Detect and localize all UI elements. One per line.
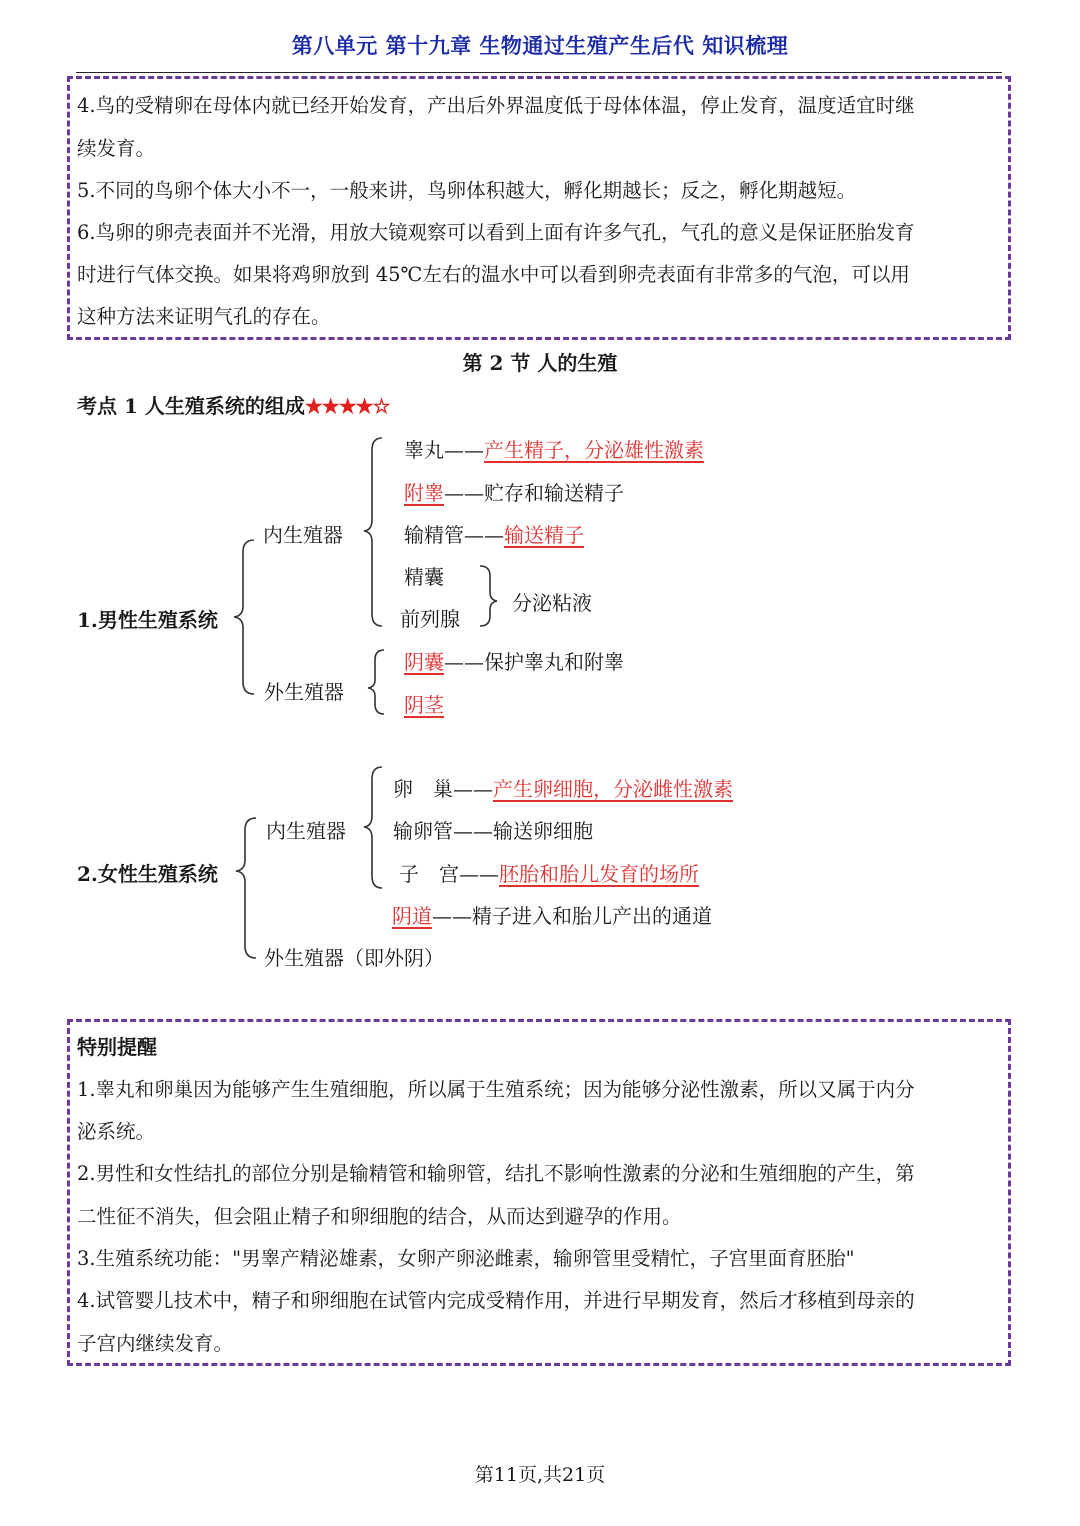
prostate-label: 前列腺: [400, 607, 460, 631]
box1-paragraph-4: 6.鸟卵的卵壳表面并不光滑，用放大镜观察可以看到上面有许多气孔，气孔的意义是保证胚胎发育: [77, 221, 915, 244]
vagina-name: 阴道: [392, 904, 432, 928]
tips-paragraph-4: 二性征不消失，但会阻止精子和卵细胞的结合，从而达到避孕的作用。: [77, 1205, 682, 1228]
penis-name: 阴茎: [404, 693, 444, 717]
box1-paragraph-3: 5.不同的鸟卵个体大小不一，一般来讲，鸟卵体积越大，孵化期越长；反之，孵化期越短。: [77, 179, 857, 202]
male-row-penis: [404, 689, 444, 718]
tips-paragraph-1: 1.睾丸和卵巢因为能够产生生殖细胞，所以属于生殖系统；因为能够分泌性激素，所以又属于内分: [77, 1078, 915, 1101]
vas-deferens-function: 输送精子: [504, 523, 584, 547]
uterus-function: 胚胎和胎儿发育的场所: [499, 862, 699, 886]
gland-function-label: 分泌粘液: [512, 591, 592, 615]
box1-paragraph-1: 4.鸟的受精卵在母体内就已经开始发育，产出后外界温度低于母体体温，停止发育，温度适宜时继: [77, 94, 915, 117]
tips-paragraph-5: 3.生殖系统功能："男睾产精泌雄素，女卵产卵泌雌素，输卵管里受精忙，子宫里面育胚胎": [77, 1247, 855, 1270]
male-row-epididymis: 附睾——贮存和输送精子: [404, 481, 624, 505]
male-row-scrotum: 阴囊——保护睾丸和附睾: [404, 650, 624, 674]
female-external-label: 外生殖器（即外阴）: [264, 946, 444, 970]
male-row-vas-deferens: 输精管——输送精子: [404, 523, 584, 547]
brace-glands: [480, 566, 497, 626]
tips-paragraph-6: 4.试管婴儿技术中，精子和卵细胞在试管内完成受精作用，并进行早期发育，然后才移植到母亲的: [77, 1289, 915, 1312]
male-system-title: 1.男性生殖系统: [77, 608, 218, 632]
tips-title: 特别提醒: [77, 1035, 157, 1059]
tips-paragraph-7: 子宫内继续发育。: [77, 1332, 234, 1355]
ovary-function: 产生卵细胞，分泌雌性激素: [493, 777, 733, 801]
box1-paragraph-5: 时进行气体交换。如果将鸡卵放到 45℃左右的温水中可以看到卵壳表面有非常多的气泡，可以用: [77, 263, 910, 286]
testis-function: 产生精子，分泌雄性激素: [484, 438, 704, 462]
section-title: 第 2 节 人的生殖: [462, 351, 618, 375]
female-row-oviduct: 输卵管——输送卵细胞: [393, 819, 593, 843]
brace-male-internal: [364, 438, 382, 626]
page-number: 第11页,共21页: [474, 1464, 606, 1486]
female-row-ovary: 卵 巢——产生卵细胞，分泌雌性激素: [393, 777, 733, 801]
female-system-title: 2.女性生殖系统: [77, 862, 218, 886]
female-row-vagina: 阴道——精子进入和胎儿产出的通道: [392, 904, 712, 928]
tips-paragraph-3: 2.男性和女性结扎的部位分别是输精管和输卵管，结扎不影响性激素的分泌和生殖细胞的产生，第: [77, 1162, 915, 1185]
female-row-uterus: 子 宫——胚胎和胎儿发育的场所: [399, 862, 699, 886]
kaodian-label: 考点 1 人生殖系统的组成: [77, 394, 305, 418]
epididymis-name: 附睾: [404, 481, 444, 505]
seminal-vesicle-label: 精囊: [404, 565, 444, 589]
brace-female-internal: [364, 767, 382, 888]
rating-stars: ★★★★☆: [304, 394, 390, 418]
male-row-testis: 睾丸——产生精子，分泌雄性激素: [404, 438, 704, 462]
tips-paragraph-2: 泌系统。: [77, 1120, 156, 1143]
female-internal-label: 内生殖器: [266, 819, 346, 843]
box1-paragraph-2: 续发育。: [77, 137, 156, 160]
male-internal-label: 内生殖器: [263, 523, 343, 547]
brace-male-external: [368, 650, 384, 714]
scrotum-name: 阴囊: [404, 650, 444, 674]
brace-male-main: [234, 540, 254, 694]
special-tips-box: [67, 1019, 1011, 1366]
male-external-label: 外生殖器: [264, 680, 344, 704]
box1-paragraph-6: 这种方法来证明气孔的存在。: [77, 305, 331, 328]
page-header-title: 第八单元 第十九章 生物通过生殖产生后代 知识梳理: [291, 34, 789, 58]
brace-female-main: [236, 818, 256, 958]
